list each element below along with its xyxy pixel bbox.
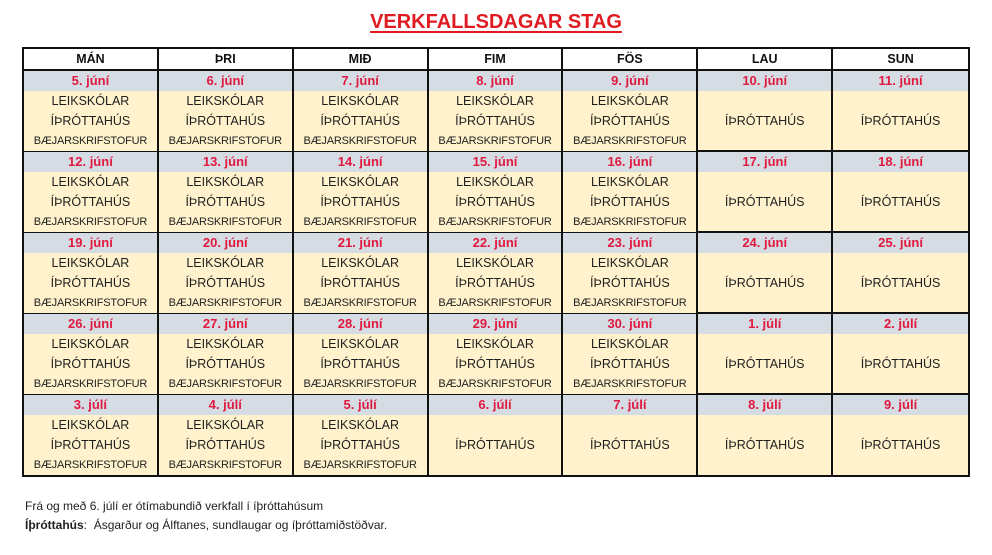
closure-sports-halls: ÍÞRÓTTAHÚS (455, 276, 535, 290)
day-closures (563, 415, 696, 475)
calendar-day-cell (833, 395, 968, 475)
day-closures (698, 415, 831, 475)
day-closures (159, 91, 292, 151)
day-date: 7. júní (294, 71, 427, 91)
weekday-header-sun: SUN (833, 49, 968, 71)
calendar-day-cell (563, 152, 698, 233)
closure-preschools: LEIKSKÓLAR (186, 175, 265, 189)
calendar-day-cell (24, 314, 159, 395)
closure-preschools: LEIKSKÓLAR (51, 337, 130, 351)
day-date: 7. júlí (563, 395, 696, 415)
closure-town-offices: BÆJARSKRIFSTOFUR (33, 297, 148, 309)
calendar-day-cell (698, 152, 833, 233)
closure-sports-halls: ÍÞRÓTTAHÚS (320, 276, 400, 290)
closure-sports-halls: ÍÞRÓTTAHÚS (455, 438, 535, 452)
closure-sports-halls: ÍÞRÓTTAHÚS (320, 357, 400, 371)
calendar-day-cell (698, 71, 833, 152)
day-date: 2. júlí (833, 314, 968, 334)
day-closures (429, 172, 562, 232)
day-closures (698, 172, 831, 231)
closure-sports-halls: ÍÞRÓTTAHÚS (590, 357, 670, 371)
day-date: 15. júní (429, 152, 562, 172)
closure-sports-halls: ÍÞRÓTTAHÚS (590, 114, 670, 128)
day-closures (698, 334, 831, 393)
closure-preschools: LEIKSKÓLAR (456, 256, 534, 270)
day-date: 29. júní (429, 314, 562, 334)
calendar-day-cell (159, 395, 294, 475)
day-date: 28. júní (294, 314, 427, 334)
closure-town-offices: BÆJARSKRIFSTOFUR (438, 135, 552, 147)
closure-preschools: LEIKSKÓLAR (590, 337, 669, 351)
closure-preschools: LEIKSKÓLAR (321, 337, 400, 351)
day-closures (833, 91, 968, 150)
page-title (0, 11, 992, 34)
day-date: 5. júlí (294, 395, 427, 415)
closure-sports-halls: ÍÞRÓTTAHÚS (185, 114, 266, 128)
footnote-text: Ásgarður og Álftanes, sundlaugar og íþróttamiðstöðvar. (93, 518, 388, 532)
day-closures (833, 172, 968, 231)
calendar-day-cell (24, 152, 159, 233)
day-date: 16. júní (563, 152, 696, 172)
calendar-day-cell (159, 314, 294, 395)
closure-town-offices: BÆJARSKRIFSTOFUR (168, 216, 282, 228)
calendar-day-cell (24, 71, 159, 152)
day-date: 1. júlí (698, 314, 831, 334)
day-date: 11. júní (833, 71, 968, 91)
day-closures (294, 172, 427, 232)
calendar-day-cell (698, 395, 833, 475)
closure-town-offices: BÆJARSKRIFSTOFUR (168, 135, 282, 147)
weekday-header-fri: FÖS (563, 49, 698, 71)
closure-town-offices: BÆJARSKRIFSTOFUR (168, 459, 282, 471)
day-closures (833, 253, 968, 312)
closure-town-offices: BÆJARSKRIFSTOFUR (438, 297, 552, 309)
day-date: 6. júní (159, 71, 292, 91)
calendar-day-cell (24, 233, 159, 314)
closure-town-offices: BÆJARSKRIFSTOFUR (33, 378, 148, 390)
day-date: 6. júlí (429, 395, 562, 415)
closure-sports-halls: ÍÞRÓTTAHÚS (590, 276, 670, 290)
closure-preschools: LEIKSKÓLAR (51, 256, 130, 270)
day-closures (24, 91, 157, 151)
closure-preschools: LEIKSKÓLAR (321, 94, 400, 108)
closure-preschools: LEIKSKÓLAR (321, 256, 400, 270)
closure-sports-halls: ÍÞRÓTTAHÚS (455, 195, 535, 209)
closure-preschools: LEIKSKÓLAR (186, 256, 265, 270)
footnote-separator: : (83, 518, 94, 532)
closure-sports-halls: ÍÞRÓTTAHÚS (50, 276, 131, 290)
day-closures (833, 415, 968, 475)
day-closures (24, 415, 157, 475)
day-date: 9. júlí (833, 395, 968, 415)
closure-sports-halls: ÍÞRÓTTAHÚS (860, 113, 941, 128)
day-closures (159, 334, 292, 394)
closure-sports-halls: ÍÞRÓTTAHÚS (724, 113, 805, 128)
strike-calendar (22, 47, 970, 477)
day-date: 26. júní (24, 314, 157, 334)
closure-town-offices: BÆJARSKRIFSTOFUR (573, 297, 687, 309)
day-date: 25. júní (833, 233, 968, 253)
closure-town-offices: BÆJARSKRIFSTOFUR (303, 459, 417, 471)
day-date: 18. júní (833, 152, 968, 172)
closure-town-offices: BÆJARSKRIFSTOFUR (33, 459, 148, 471)
closure-sports-halls: ÍÞRÓTTAHÚS (724, 275, 805, 290)
day-date: 19. júní (24, 233, 157, 253)
day-closures (563, 91, 696, 151)
calendar-day-cell (563, 233, 698, 314)
weekday-header-tue: ÞRI (159, 49, 294, 71)
closure-preschools: LEIKSKÓLAR (456, 175, 534, 189)
day-closures (429, 334, 562, 394)
closure-town-offices: BÆJARSKRIFSTOFUR (303, 135, 417, 147)
calendar-day-cell (563, 71, 698, 152)
calendar-day-cell (294, 314, 429, 395)
day-closures (563, 172, 696, 232)
closure-preschools: LEIKSKÓLAR (590, 256, 669, 270)
closure-sports-halls: ÍÞRÓTTAHÚS (185, 357, 266, 371)
day-date: 21. júní (294, 233, 427, 253)
day-date: 9. júní (563, 71, 696, 91)
closure-town-offices: BÆJARSKRIFSTOFUR (573, 378, 687, 390)
closure-sports-halls: ÍÞRÓTTAHÚS (590, 438, 670, 452)
closure-sports-halls: ÍÞRÓTTAHÚS (50, 195, 131, 209)
day-closures (833, 334, 968, 393)
closure-preschools: LEIKSKÓLAR (321, 175, 400, 189)
weekday-header-mon: MÁN (24, 49, 159, 71)
closure-town-offices: BÆJARSKRIFSTOFUR (438, 216, 552, 228)
calendar-day-cell (833, 71, 968, 152)
day-closures (294, 253, 427, 313)
footnote-indefinite-strike: Frá og með 6. júlí er ótímabundið verkfall í íþróttahúsum (25, 499, 324, 513)
closure-sports-halls: ÍÞRÓTTAHÚS (320, 114, 400, 128)
closure-preschools: LEIKSKÓLAR (186, 94, 265, 108)
closure-sports-halls: ÍÞRÓTTAHÚS (590, 195, 670, 209)
closure-town-offices: BÆJARSKRIFSTOFUR (168, 297, 282, 309)
footnote-definition (25, 516, 387, 535)
closure-sports-halls: ÍÞRÓTTAHÚS (185, 195, 266, 209)
closure-sports-halls: ÍÞRÓTTAHÚS (860, 356, 941, 371)
day-closures (429, 415, 562, 475)
closure-preschools: LEIKSKÓLAR (321, 418, 400, 432)
day-closures (294, 91, 427, 151)
closure-preschools: LEIKSKÓLAR (51, 94, 130, 108)
calendar-day-cell (698, 314, 833, 395)
closure-town-offices: BÆJARSKRIFSTOFUR (303, 216, 417, 228)
weekday-header-wed: MIÐ (294, 49, 429, 71)
day-closures (159, 415, 292, 475)
day-date: 24. júní (698, 233, 831, 253)
closure-preschools: LEIKSKÓLAR (186, 337, 265, 351)
calendar-day-cell (294, 71, 429, 152)
calendar-day-cell (159, 152, 294, 233)
closure-sports-halls: ÍÞRÓTTAHÚS (50, 438, 131, 452)
day-closures (24, 253, 157, 313)
closure-town-offices: BÆJARSKRIFSTOFUR (303, 378, 417, 390)
day-closures (429, 91, 562, 151)
day-closures (159, 253, 292, 313)
calendar-day-cell (294, 395, 429, 475)
day-date: 10. júní (698, 71, 831, 91)
calendar-day-cell (429, 152, 564, 233)
page-title-text: VERKFALLSDAGAR STAG (370, 11, 622, 33)
closure-town-offices: BÆJARSKRIFSTOFUR (303, 297, 417, 309)
day-date: 14. júní (294, 152, 427, 172)
closure-preschools: LEIKSKÓLAR (590, 94, 669, 108)
day-date: 17. júní (698, 152, 831, 172)
calendar-day-cell (24, 395, 159, 475)
closure-town-offices: BÆJARSKRIFSTOFUR (33, 135, 148, 147)
closure-sports-halls: ÍÞRÓTTAHÚS (455, 114, 535, 128)
calendar-day-cell (833, 233, 968, 314)
day-closures (429, 253, 562, 313)
calendar-day-cell (159, 233, 294, 314)
calendar-day-cell (159, 71, 294, 152)
weekday-header-thu: FIM (429, 49, 564, 71)
closure-sports-halls: ÍÞRÓTTAHÚS (455, 357, 535, 371)
day-date: 12. júní (24, 152, 157, 172)
calendar-day-cell (563, 314, 698, 395)
closure-town-offices: BÆJARSKRIFSTOFUR (573, 216, 687, 228)
day-closures (24, 334, 157, 394)
calendar-day-cell (833, 314, 968, 395)
day-closures (159, 172, 292, 232)
closure-sports-halls: ÍÞRÓTTAHÚS (860, 275, 941, 290)
closure-preschools: LEIKSKÓLAR (456, 337, 534, 351)
calendar-day-cell (429, 71, 564, 152)
day-date: 30. júní (563, 314, 696, 334)
closure-sports-halls: ÍÞRÓTTAHÚS (724, 438, 805, 452)
calendar-day-cell (429, 395, 564, 475)
footnote-term: Íþróttahús (25, 518, 84, 532)
closure-town-offices: BÆJARSKRIFSTOFUR (168, 378, 282, 390)
closure-sports-halls: ÍÞRÓTTAHÚS (724, 356, 805, 371)
day-date: 20. júní (159, 233, 292, 253)
closure-sports-halls: ÍÞRÓTTAHÚS (320, 195, 400, 209)
day-closures (294, 415, 427, 475)
closure-town-offices: BÆJARSKRIFSTOFUR (33, 216, 148, 228)
calendar-day-cell (294, 152, 429, 233)
day-date: 5. júní (24, 71, 157, 91)
closure-sports-halls: ÍÞRÓTTAHÚS (724, 194, 805, 209)
closure-town-offices: BÆJARSKRIFSTOFUR (438, 378, 552, 390)
closure-sports-halls: ÍÞRÓTTAHÚS (320, 438, 400, 452)
closure-sports-halls: ÍÞRÓTTAHÚS (50, 357, 131, 371)
day-closures (698, 253, 831, 312)
day-closures (698, 91, 831, 150)
day-date: 27. júní (159, 314, 292, 334)
calendar-day-cell (833, 152, 968, 233)
day-closures (563, 334, 696, 394)
day-date: 3. júlí (24, 395, 157, 415)
closure-preschools: LEIKSKÓLAR (51, 175, 130, 189)
calendar-day-cell (294, 233, 429, 314)
closure-sports-halls: ÍÞRÓTTAHÚS (185, 438, 266, 452)
day-date: 13. júní (159, 152, 292, 172)
closure-preschools: LEIKSKÓLAR (51, 418, 130, 432)
closure-sports-halls: ÍÞRÓTTAHÚS (50, 114, 131, 128)
calendar-day-cell (563, 395, 698, 475)
day-closures (563, 253, 696, 313)
closure-sports-halls: ÍÞRÓTTAHÚS (860, 194, 941, 209)
weekday-header-sat: LAU (698, 49, 833, 71)
closure-preschools: LEIKSKÓLAR (590, 175, 669, 189)
calendar-day-cell (429, 233, 564, 314)
day-date: 22. júní (429, 233, 562, 253)
closure-preschools: LEIKSKÓLAR (186, 418, 265, 432)
closure-sports-halls: ÍÞRÓTTAHÚS (185, 276, 266, 290)
day-date: 8. júní (429, 71, 562, 91)
closure-sports-halls: ÍÞRÓTTAHÚS (860, 438, 941, 452)
day-closures (294, 334, 427, 394)
day-closures (24, 172, 157, 232)
closure-town-offices: BÆJARSKRIFSTOFUR (573, 135, 687, 147)
day-date: 23. júní (563, 233, 696, 253)
closure-preschools: LEIKSKÓLAR (456, 94, 534, 108)
day-date: 4. júlí (159, 395, 292, 415)
footnotes (25, 497, 387, 535)
calendar-day-cell (698, 233, 833, 314)
day-date: 8. júlí (698, 395, 831, 415)
calendar-day-cell (429, 314, 564, 395)
